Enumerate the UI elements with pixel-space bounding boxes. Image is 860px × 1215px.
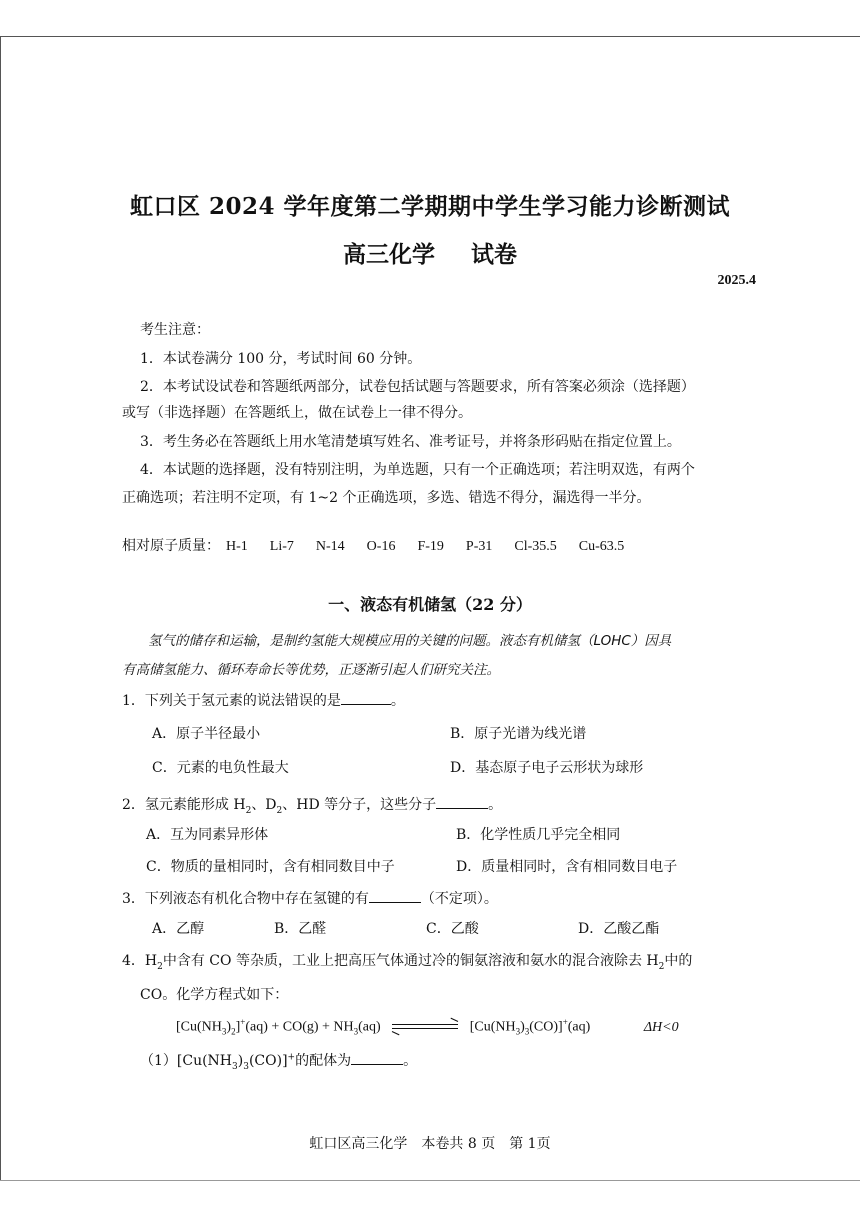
atomic-mass-item: Li-7 bbox=[269, 539, 294, 554]
chemical-equation: $[Cu(NH_3)_2]^+(aq) + CO(g) + NH_3(aq)$ $[Cu(NH_3)_3(CO)]^+(aq)$ ΔH<0 bbox=[176, 1017, 679, 1037]
option-b: B．乙醛 bbox=[274, 921, 327, 937]
exam-title: 虹口区 2024 学年度第二学期期中学生学习能力诊断测试 bbox=[129, 193, 731, 220]
answer-blank[interactable] bbox=[351, 1050, 403, 1065]
atomic-mass-item: O-16 bbox=[366, 539, 396, 554]
option-d: D．乙酸乙酯 bbox=[578, 921, 660, 937]
option-d: D．质量相同时，含有相同数目电子 bbox=[456, 859, 678, 875]
option-c: C．元素的电负性最大 bbox=[152, 760, 289, 776]
question-3: 3．下列液态有机化合物中存在氢键的有 （不定项）。 bbox=[122, 888, 498, 908]
equilibrium-arrow-icon bbox=[392, 1022, 458, 1032]
exam-subtitle bbox=[0, 236, 860, 269]
option-b: B．化学性质几乎完全相同 bbox=[456, 827, 621, 843]
option-c: C．乙酸 bbox=[426, 921, 479, 937]
option-a: A．原子半径最小 bbox=[152, 726, 261, 742]
notice-item-4: 4．本试题的选择题，没有特别注明，为单选题，只有一个正确选项；若注明双选，有两个 bbox=[140, 462, 695, 478]
notice-item-4-cont: 正确选项；若注明不定项，有 1~2 个正确选项，多选、错选不得分，漏选得一半分。 bbox=[122, 490, 651, 506]
subject-label: 高三化学 bbox=[343, 241, 435, 268]
option-d: D．基态原子电子云形状为球形 bbox=[450, 760, 644, 776]
section-intro: 氢气的储存和运输，是制约氢能大规模应用的关键的问题。液态有机储氢（LOHC）因具 bbox=[148, 633, 672, 649]
option-a: A．互为同素异形体 bbox=[146, 827, 269, 843]
option-b: B．原子光谱为线光谱 bbox=[450, 726, 587, 742]
page-border-bottom bbox=[0, 1180, 860, 1181]
option-c: C．物质的量相同时，含有相同数目中子 bbox=[146, 859, 395, 875]
notice-item-3: 3．考生务必在答题纸上用水笔清楚填写姓名、准考证号，并将条形码贴在指定位置上。 bbox=[140, 434, 681, 450]
page-footer: 虹口区高三化学 本卷共 8 页 第 1页 bbox=[309, 1136, 551, 1152]
notice-item-1: 1．本试卷满分 100 分，考试时间 60 分钟。 bbox=[140, 351, 422, 367]
paper-label: 试卷 bbox=[471, 241, 517, 268]
notice-item-2: 2．本考试设试卷和答题纸两部分，试卷包括试题与答题要求，所有答案必须涂（选择题） bbox=[140, 379, 695, 395]
atomic-mass-item: F-19 bbox=[417, 539, 444, 554]
atomic-mass-item: N-14 bbox=[315, 539, 345, 554]
atomic-mass-label: 相对原子质量： bbox=[122, 538, 220, 554]
atomic-mass-item: H-1 bbox=[226, 539, 248, 554]
page-border-top bbox=[0, 36, 860, 37]
question-4-sub-1: $(1)[Cu(NH_3)_3(CO)]^+$的配体为 。 bbox=[140, 1050, 417, 1072]
exam-date: 2025.4 bbox=[717, 273, 756, 288]
question-4: 4．$H_2$中含有 CO 等杂质，工业上把高压气体通过冷的铜氨溶液和氨水的混合液除去 $H_2$中的 bbox=[122, 953, 693, 972]
section-title: 一、液态有机储氢（22 分） bbox=[328, 595, 532, 614]
answer-blank[interactable] bbox=[341, 690, 391, 705]
atomic-mass-item: Cu-63.5 bbox=[578, 539, 625, 554]
question-2: 2．氢元素能形成 $H_2$、$D_2$、HD 等分子，这些分子 。 bbox=[122, 794, 502, 816]
answer-blank[interactable] bbox=[369, 888, 421, 903]
atomic-mass-item: P-31 bbox=[465, 539, 493, 554]
enthalpy-label: ΔH<0 bbox=[643, 1019, 679, 1035]
notice-item-2-cont: 或写（非选择题）在答题纸上，做在试卷上一律不得分。 bbox=[122, 405, 472, 421]
notice-heading: 考生注意： bbox=[140, 322, 210, 338]
question-4-cont: CO。化学方程式如下： bbox=[140, 987, 289, 1003]
question-stem: 1．下列关于氢元素的说法错误的是 bbox=[122, 693, 341, 709]
section-intro-cont: 有高储氢能力、循环寿命长等优势，正逐渐引起人们研究关注。 bbox=[122, 662, 500, 678]
answer-blank[interactable] bbox=[436, 794, 488, 809]
option-a: A．乙醇 bbox=[152, 921, 205, 937]
atomic-mass-line bbox=[122, 535, 646, 555]
atomic-mass-item: Cl-35.5 bbox=[514, 539, 557, 554]
question-1: 1．下列关于氢元素的说法错误的是 。 bbox=[122, 690, 405, 710]
